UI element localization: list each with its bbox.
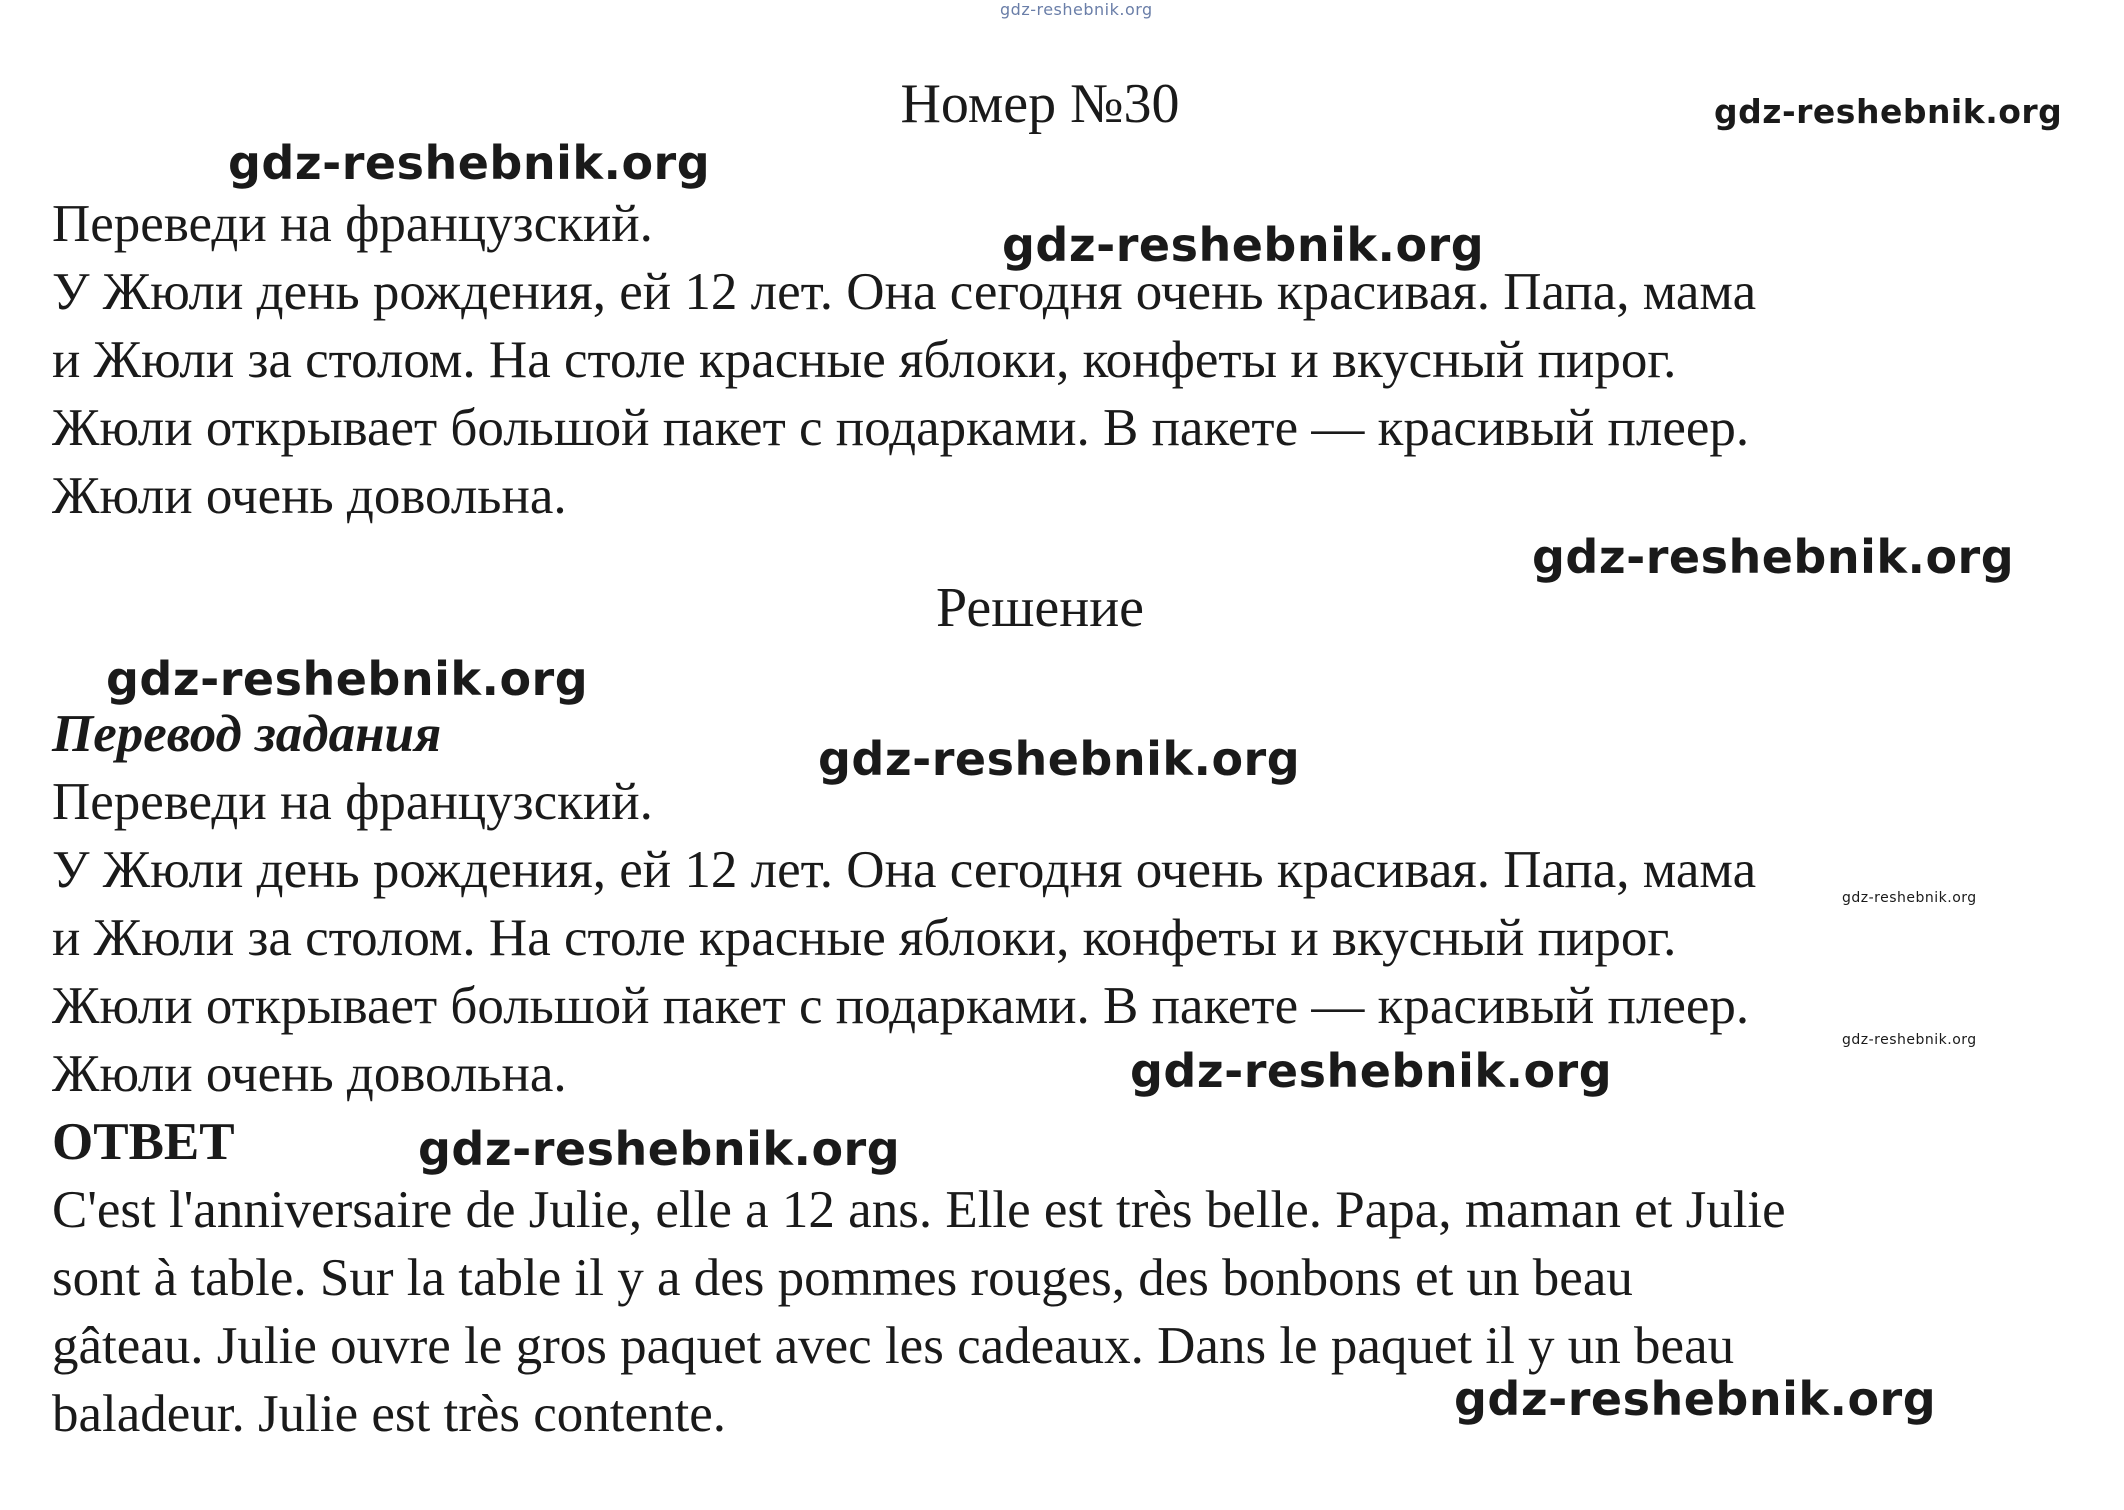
answer-line: sont à table. Sur la table il y a des pommes rouges, des bonbons et un beau xyxy=(52,1249,1633,1307)
watermark: gdz-reshebnik.org xyxy=(106,652,589,706)
task-line: Жюли очень довольна. xyxy=(52,467,567,525)
task-line: Жюли открывает большой пакет с подарками. В пакете — красивый плеер. xyxy=(52,399,1750,457)
translation-section xyxy=(52,700,2062,1448)
task-line: У Жюли день рождения, ей 12 лет. Она сегодня очень красивая. Папа, мама xyxy=(52,263,1757,321)
translation-line: Жюли очень довольна. xyxy=(52,1045,567,1103)
page-title: Номер №30 xyxy=(900,73,1180,135)
watermark: gdz-reshebnik.org xyxy=(1130,1044,1613,1098)
watermark-top: gdz-reshebnik.org xyxy=(1000,0,1153,19)
answer-heading: ОТВЕТ xyxy=(52,1113,235,1171)
watermark: gdz-reshebnik.org xyxy=(818,732,1301,786)
answer-line: gâteau. Julie ouvre le gros paquet avec les cadeaux. Dans le paquet il y un beau xyxy=(52,1317,1735,1375)
watermark: gdz-reshebnik.org xyxy=(1532,530,2015,584)
watermark: gdz-reshebnik.org xyxy=(1842,890,1977,906)
translation-heading: Перевод задания xyxy=(52,705,442,763)
solution-heading: Решение xyxy=(935,577,1145,639)
task-line: Переведи на французский. xyxy=(52,195,653,253)
watermark: gdz-reshebnik.org xyxy=(228,136,711,190)
watermark: gdz-reshebnik.org xyxy=(1002,218,1485,272)
watermark: gdz-reshebnik.org xyxy=(1842,1032,1977,1048)
watermark: gdz-reshebnik.org xyxy=(418,1122,901,1176)
translation-line: и Жюли за столом. На столе красные яблоки, конфеты и вкусный пирог. xyxy=(52,909,1677,967)
watermark: gdz-reshebnik.org xyxy=(1714,92,2063,131)
answer-line: C'est l'anniversaire de Julie, elle a 12 ans. Elle est très belle. Papa, maman et Julie xyxy=(52,1181,1786,1239)
task-line: и Жюли за столом. На столе красные яблоки, конфеты и вкусный пирог. xyxy=(52,331,1677,389)
watermark: gdz-reshebnik.org xyxy=(1454,1372,1937,1426)
translation-line: У Жюли день рождения, ей 12 лет. Она сегодня очень красивая. Папа, мама xyxy=(52,841,1757,899)
translation-line: Переведи на французский. xyxy=(52,773,653,831)
translation-line: Жюли открывает большой пакет с подарками. В пакете — красивый плеер. xyxy=(52,977,1750,1035)
answer-line: baladeur. Julie est très contente. xyxy=(52,1385,727,1443)
